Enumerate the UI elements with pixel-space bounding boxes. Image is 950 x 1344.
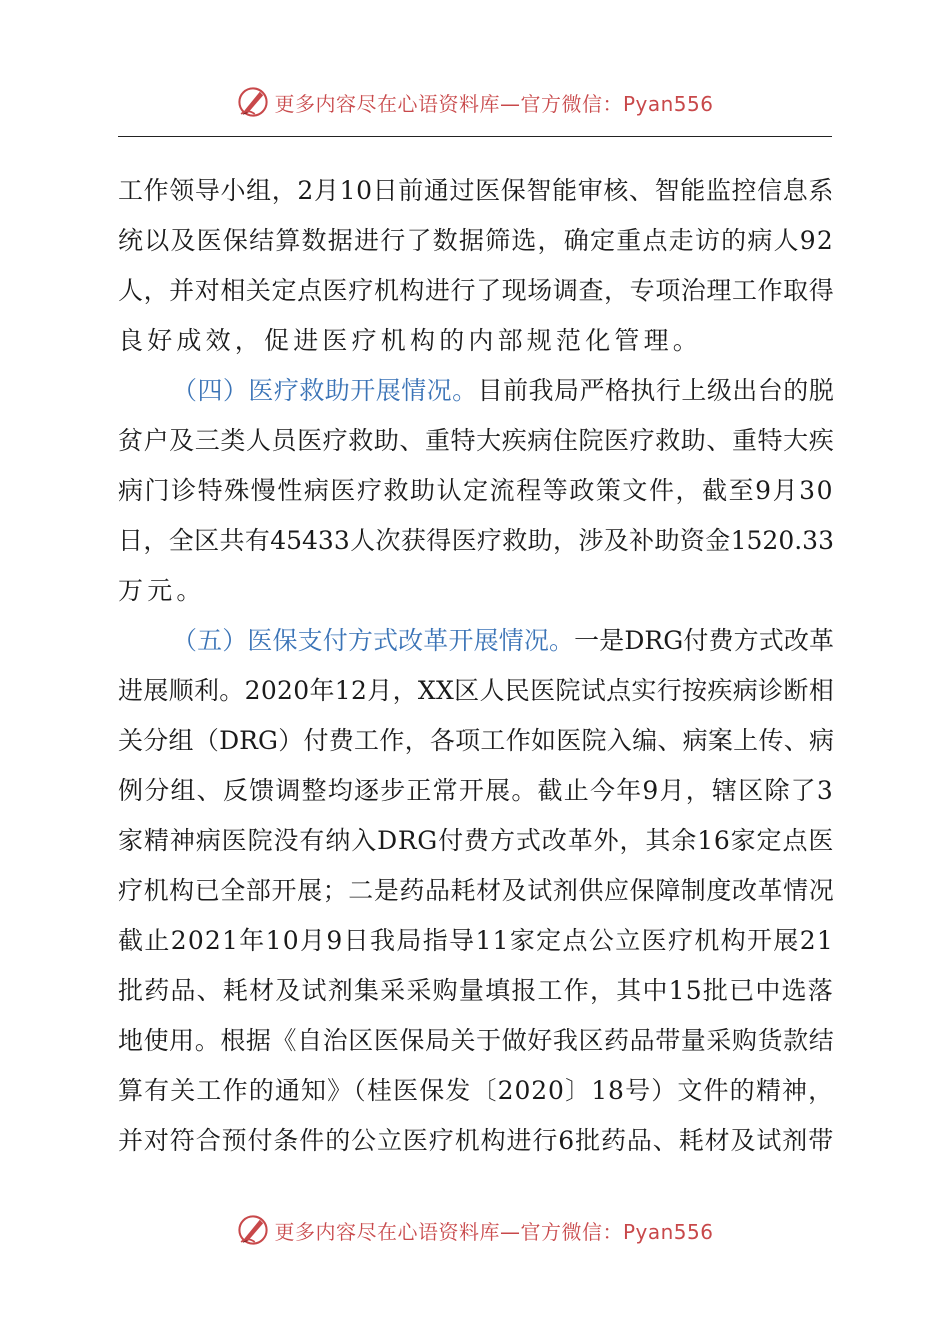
- text-line: [118, 816, 834, 866]
- line-text: 人，并对相关定点医疗机构进行了现场调查，专项治理工作取得: [118, 276, 834, 305]
- text-line: [118, 166, 834, 216]
- line-text: 关分组（DRG）付费工作，各项工作如医院入编、病案上传、病: [118, 726, 834, 755]
- text-line: [118, 266, 834, 316]
- line-text: 例分组、反馈调整均逐步正常开展。截止今年9月，辖区除了3: [118, 776, 834, 805]
- text-line: [118, 1116, 834, 1166]
- text-line: [118, 966, 834, 1016]
- header-banner: [0, 82, 950, 122]
- pen-logo-icon: [236, 1213, 270, 1247]
- line-text: 工作领导小组，2月10日前通过医保智能审核、智能监控信息系: [118, 176, 834, 205]
- line-text: 截止2021年10月9日我局指导11家定点公立医疗机构开展21: [118, 926, 834, 955]
- line-text: 贫户及三类人员医疗救助、重特大疾病住院医疗救助、重特大疾: [118, 426, 834, 455]
- line-text: 批药品、耗材及试剂集采采购量填报工作，其中15批已中选落: [118, 976, 834, 1005]
- line-text: 目前我局严格执行上级出台的脱: [477, 376, 834, 405]
- line-text: 日，全区共有45433人次获得医疗救助，涉及补助资金1520.33: [118, 526, 834, 555]
- text-line: [118, 666, 834, 716]
- line-text: 一是DRG付费方式改革: [574, 626, 834, 655]
- text-line: [118, 316, 834, 366]
- text-line: [118, 716, 834, 766]
- section-heading-line: [118, 616, 834, 666]
- banner-text: 更多内容尽在心语资料库—官方微信：Pyan556: [274, 91, 714, 116]
- banner-text: 更多内容尽在心语资料库—官方微信：Pyan556: [274, 1219, 714, 1244]
- line-text: 疗机构已全部开展；二是药品耗材及试剂供应保障制度改革情况: [118, 876, 834, 905]
- section-heading-line: [118, 366, 834, 416]
- text-line: [118, 1016, 834, 1066]
- text-line: [118, 216, 834, 266]
- line-text: 地使用。根据《自治区医保局关于做好我区药品带量采购货款结: [118, 1026, 834, 1055]
- line-text: 进展顺利。2020年12月，XX区人民医院试点实行按疾病诊断相: [118, 676, 834, 705]
- line-text: 病门诊特殊慢性病医疗救助认定流程等政策文件，截至9月30: [118, 476, 834, 505]
- line-text: 统以及医保结算数据进行了数据筛选，确定重点走访的病人92: [118, 226, 834, 255]
- section-heading: （四）医疗救助开展情况。: [172, 376, 478, 405]
- line-text: 并对符合预付条件的公立医疗机构进行6批药品、耗材及试剂带: [118, 1126, 834, 1155]
- text-line: [118, 1066, 834, 1116]
- section-heading: （五）医保支付方式改革开展情况。: [172, 626, 575, 655]
- line-text: 算有关工作的通知》（桂医保发〔2020〕18号）文件的精神，: [118, 1076, 834, 1105]
- document-body: [118, 166, 834, 1166]
- text-line: [118, 566, 834, 616]
- line-text: 良好成效，促进医疗机构的内部规范化管理。: [118, 326, 703, 355]
- line-text: 万元。: [118, 576, 206, 605]
- text-line: [118, 416, 834, 466]
- text-line: [118, 466, 834, 516]
- footer-banner: [0, 1210, 950, 1250]
- pen-logo-icon: [236, 85, 270, 119]
- text-line: [118, 516, 834, 566]
- text-line: [118, 766, 834, 816]
- header-rule: [118, 136, 832, 137]
- text-line: [118, 866, 834, 916]
- text-line: [118, 916, 834, 966]
- line-text: 家精神病医院没有纳入DRG付费方式改革外，其余16家定点医: [118, 826, 834, 855]
